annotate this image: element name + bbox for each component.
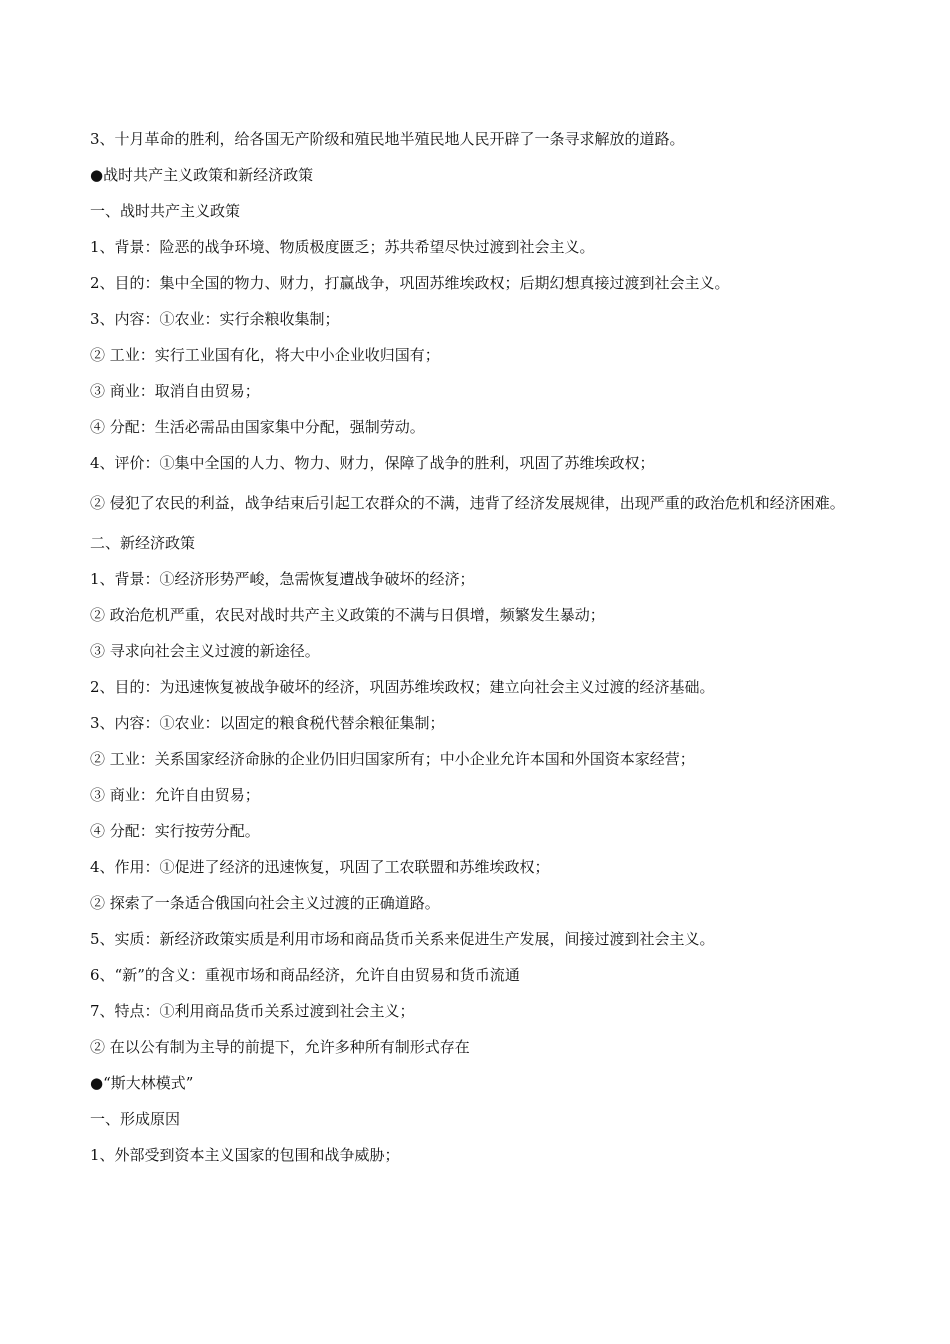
- subheading-formation-causes: 一、形成原因: [90, 1110, 181, 1128]
- text-line-external-cause: 1、外部受到资本主义国家的包围和战争威胁；: [90, 1146, 400, 1164]
- text-line-nep-effect-2: ② 探索了一条适合俄国向社会主义过渡的正确道路。: [90, 894, 440, 912]
- text-line-industry: ② 工业：实行工业国有化，将大中小企业收归国有；: [90, 346, 440, 364]
- document-body: [90, 121, 870, 1173]
- section-heading-stalin-model: ●“斯大林模式”: [90, 1074, 194, 1092]
- text-line-nep-effect: 4、作用：①促进了经济的迅速恢复，巩固了工农联盟和苏维埃政权；: [90, 858, 550, 876]
- text-line-nep-meaning: 6、“新”的含义：重视市场和商品经济，允许自由贸易和货币流通: [90, 966, 520, 984]
- section-heading-policies: ●战时共产主义政策和新经济政策: [90, 166, 314, 184]
- text-line-commerce: ③ 商业：取消自由贸易；: [90, 382, 260, 400]
- text-line-content: 3、内容：①农业：实行余粮收集制；: [90, 310, 340, 328]
- subheading-nep: 二、新经济政策: [90, 534, 196, 552]
- text-line-nep-purpose: 2、目的：为迅速恢复被战争破坏的经济，巩固苏维埃政权；建立向社会主义过渡的经济基础。: [90, 678, 715, 696]
- text-line-nep-background-2: ② 政治危机严重，农民对战时共产主义政策的不满与日俱增，频繁发生暴动；: [90, 606, 605, 624]
- text-line-nep-features-2: ② 在以公有制为主导的前提下，允许多种所有制形式存在: [90, 1038, 470, 1056]
- text-line-nep-background: 1、背景：①经济形势严峻，急需恢复遭战争破坏的经济；: [90, 570, 475, 588]
- text-line-evaluation-2: ② 侵犯了农民的利益，战争结束后引起工农群众的不满，违背了经济发展规律，出现严重的政治危机和经济困难。: [90, 494, 845, 512]
- text-line-nep-features: 7、特点：①利用商品货币关系过渡到社会主义；: [90, 1002, 415, 1020]
- text-line-purpose: 2、目的：集中全国的物力、财力，打赢战争，巩固苏维埃政权；后期幻想真接过渡到社会主义。: [90, 274, 730, 292]
- subheading-war-communism: 一、战时共产主义政策: [90, 202, 241, 220]
- text-line-distribution: ④ 分配：生活必需品由国家集中分配，强制劳动。: [90, 418, 425, 436]
- text-line-nep-background-3: ③ 寻求向社会主义过渡的新途径。: [90, 642, 320, 660]
- text-line-nep-essence: 5、实质：新经济政策实质是利用市场和商品货币关系来促进生产发展，间接过渡到社会主义。: [90, 930, 715, 948]
- text-line-nep-commerce: ③ 商业：允许自由贸易；: [90, 786, 260, 804]
- text-line-nep-distribution: ④ 分配：实行按劳分配。: [90, 822, 260, 840]
- text-line-nep-industry: ② 工业：关系国家经济命脉的企业仍旧归国家所有；中小企业允许本国和外国资本家经营；: [90, 750, 695, 768]
- text-line-evaluation: 4、评价：①集中全国的人力、物力、财力，保障了战争的胜利，巩固了苏维埃政权；: [90, 454, 655, 472]
- text-line-nep-content: 3、内容：①农业：以固定的粮食税代替余粮征集制；: [90, 714, 445, 732]
- text-line-background: 1、背景：险恶的战争环境、物质极度匮乏；苏共希望尽快过渡到社会主义。: [90, 238, 595, 256]
- text-line-outcome: 3、十月革命的胜利，给各国无产阶级和殖民地半殖民地人民开辟了一条寻求解放的道路。: [90, 130, 685, 148]
